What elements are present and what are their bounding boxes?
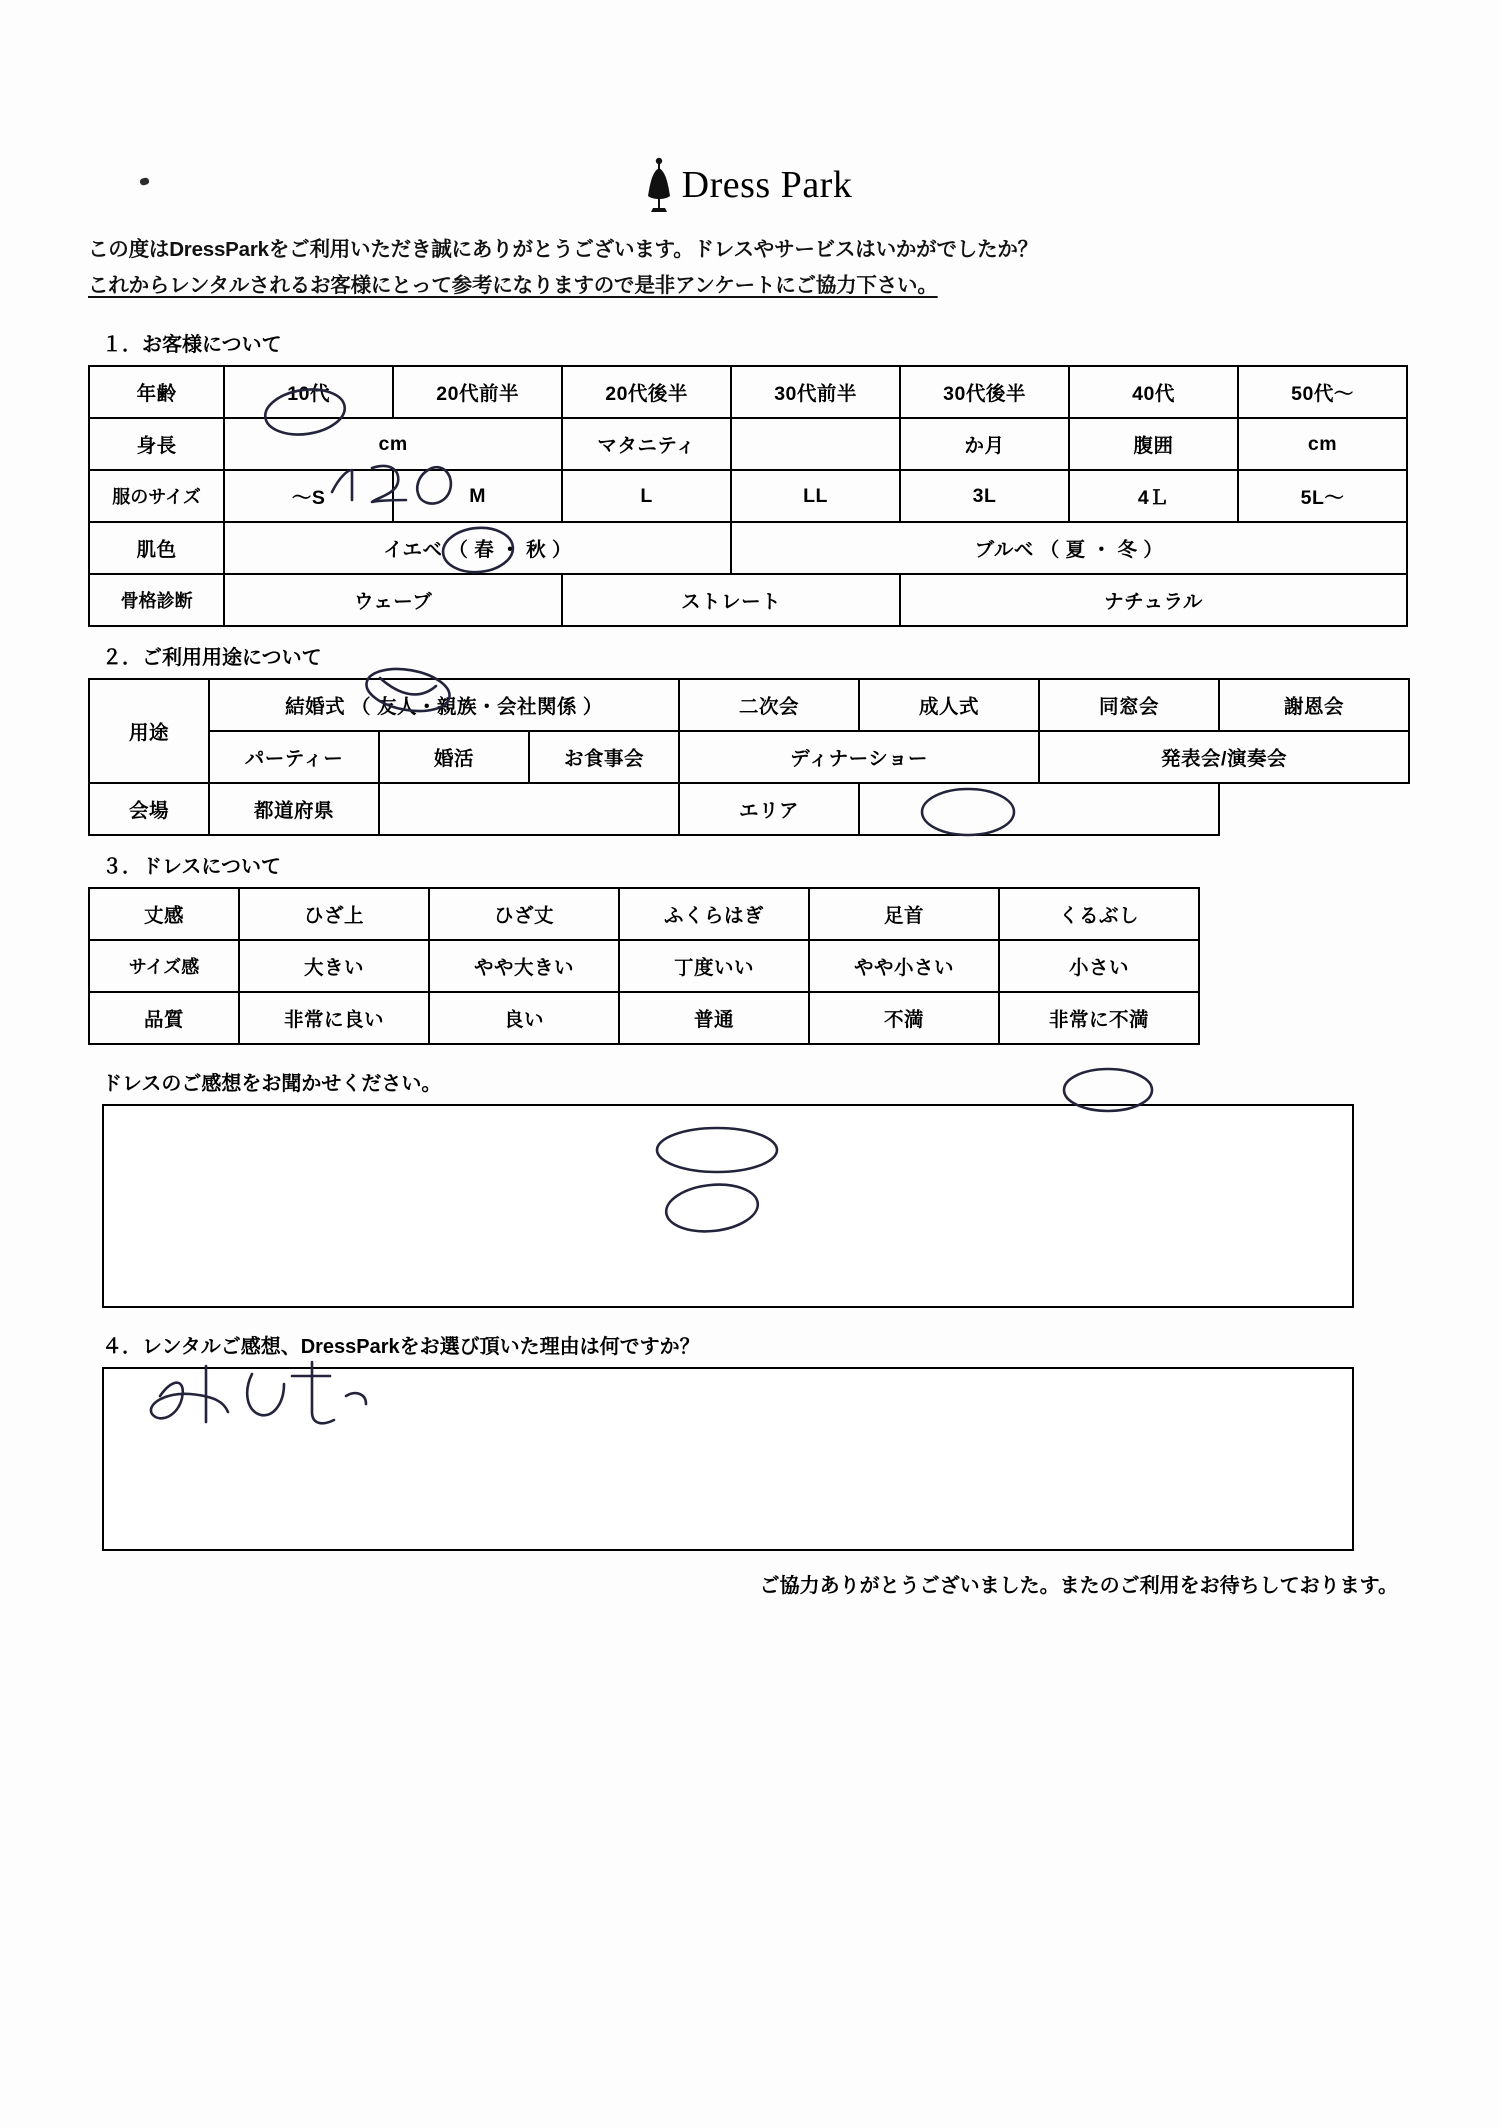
area-input[interactable] [859, 783, 1219, 835]
dress-feedback-table [88, 887, 1200, 1045]
intro-line-1: この度はDressParkをご利用いただき誠にありがとうございます。ドレスやサービスはいかがでしたか？ [88, 238, 1038, 261]
quality-option-2[interactable]: 普通 [619, 992, 809, 1044]
table-row-venue [89, 783, 1409, 835]
age-option-4[interactable]: 30代後半 [900, 366, 1069, 418]
months-unit-label: か月 [900, 418, 1069, 470]
bone-type-option-1[interactable]: ストレート [562, 574, 900, 626]
table-row-height [89, 418, 1407, 470]
length-option-1[interactable]: ひざ丈 [429, 888, 619, 940]
section-3-title: ３．ドレスについて [102, 856, 281, 878]
size-option-5[interactable]: 4Ｌ [1069, 470, 1238, 522]
usage-option-dinner-show[interactable]: ディナーショー [679, 731, 1039, 783]
fit-option-2[interactable]: 丁度いい [619, 940, 809, 992]
bone-type-label: 骨格診断 [89, 574, 224, 626]
section-1-title: １．お客様について [102, 334, 282, 356]
usage-option-konkatsu[interactable]: 婚活 [379, 731, 529, 783]
quality-option-1[interactable]: 良い [429, 992, 619, 1044]
age-option-5[interactable]: 40代 [1069, 366, 1238, 418]
reason-prompt: ４．レンタルご感想、DressParkをお選び頂いた理由は何ですか？ [102, 1336, 700, 1358]
length-option-3[interactable]: 足首 [809, 888, 999, 940]
clothing-size-label: 服のサイズ [89, 470, 224, 522]
age-option-3[interactable]: 30代前半 [731, 366, 900, 418]
fit-option-3[interactable]: やや小さい [809, 940, 999, 992]
intro-line-2: これからレンタルされるお客様にとって参考になりますので是非アンケートにご協力下さい。 [88, 274, 938, 297]
skin-tone-option-0[interactable]: イエベ （ 春 ・ 秋 ） [224, 522, 731, 574]
quality-label: 品質 [89, 992, 239, 1044]
size-option-0[interactable]: ～S [224, 470, 393, 522]
quality-option-4[interactable]: 非常に不満 [999, 992, 1199, 1044]
skin-tone-option-1[interactable]: ブルベ （ 夏 ・ 冬 ） [731, 522, 1407, 574]
table-row-fit [89, 940, 1199, 992]
belly-input[interactable]: cm [1238, 418, 1407, 470]
height-label: 身長 [89, 418, 224, 470]
length-option-2[interactable]: ふくらはぎ [619, 888, 809, 940]
quality-option-0[interactable]: 非常に良い [239, 992, 429, 1044]
table-row-age [89, 366, 1407, 418]
length-option-4[interactable]: くるぶし [999, 888, 1199, 940]
usage-option-afterparty[interactable]: 二次会 [679, 679, 859, 731]
brand-header [88, 150, 1408, 220]
quality-option-3[interactable]: 不満 [809, 992, 999, 1044]
brand-name: Dress Park [681, 164, 853, 206]
table-row-usage-1 [89, 679, 1409, 731]
age-option-6[interactable]: 50代～ [1238, 366, 1407, 418]
table-row-quality [89, 992, 1199, 1044]
table-row-clothing-size [89, 470, 1407, 522]
prefecture-label: 都道府県 [209, 783, 379, 835]
area-label: エリア [679, 783, 859, 835]
section-2-title: ２．ご利用用途について [102, 647, 322, 669]
size-option-2[interactable]: L [562, 470, 731, 522]
size-option-6[interactable]: 5L～ [1238, 470, 1407, 522]
usage-option-recital[interactable]: 発表会/演奏会 [1039, 731, 1409, 783]
prefecture-input[interactable] [379, 783, 679, 835]
length-label: 丈感 [89, 888, 239, 940]
usage-option-thanks-party[interactable]: 謝恩会 [1219, 679, 1409, 731]
size-option-4[interactable]: 3L [900, 470, 1069, 522]
usage-label: 用途 [89, 679, 209, 783]
bone-type-option-0[interactable]: ウェーブ [224, 574, 562, 626]
table-row-skin-tone [89, 522, 1407, 574]
venue-spacer [1219, 783, 1409, 835]
maternity-label: マタニティ [562, 418, 731, 470]
bone-type-option-2[interactable]: ナチュラル [900, 574, 1407, 626]
maternity-months-input[interactable] [731, 418, 900, 470]
age-option-0[interactable]: 10代 [224, 366, 393, 418]
venue-label: 会場 [89, 783, 209, 835]
usage-table [88, 678, 1410, 836]
length-option-0[interactable]: ひざ上 [239, 888, 429, 940]
height-input[interactable]: cm [224, 418, 562, 470]
fit-option-4[interactable]: 小さい [999, 940, 1199, 992]
fit-option-1[interactable]: やや大きい [429, 940, 619, 992]
footer-note: ご協力ありがとうございました。またのご利用をお待ちしております。 [759, 1575, 1398, 1597]
impression-textarea[interactable] [102, 1104, 1354, 1308]
fit-option-0[interactable]: 大きい [239, 940, 429, 992]
belly-label: 腹囲 [1069, 418, 1238, 470]
size-option-3[interactable]: LL [731, 470, 900, 522]
usage-option-dining[interactable]: お食事会 [529, 731, 679, 783]
impression-prompt: ドレスのご感想をお聞かせください。 [102, 1073, 442, 1095]
size-option-1[interactable]: M [393, 470, 562, 522]
usage-option-coming-of-age[interactable]: 成人式 [859, 679, 1039, 731]
reason-textarea[interactable] [102, 1367, 1354, 1551]
usage-option-party[interactable]: パーティー [209, 731, 379, 783]
dress-form-icon [644, 156, 674, 214]
age-option-2[interactable]: 20代後半 [562, 366, 731, 418]
customer-info-table [88, 365, 1408, 627]
age-label: 年齢 [89, 366, 224, 418]
table-row-length [89, 888, 1199, 940]
table-row-bone-type [89, 574, 1407, 626]
survey-sheet [88, 150, 1408, 1598]
table-row-usage-2 [89, 731, 1409, 783]
skin-tone-label: 肌色 [89, 522, 224, 574]
age-option-1[interactable]: 20代前半 [393, 366, 562, 418]
usage-option-wedding[interactable]: 結婚式 （ 友人・親族・会社関係 ） [209, 679, 679, 731]
fit-label: サイズ感 [89, 940, 239, 992]
usage-option-reunion[interactable]: 同窓会 [1039, 679, 1219, 731]
